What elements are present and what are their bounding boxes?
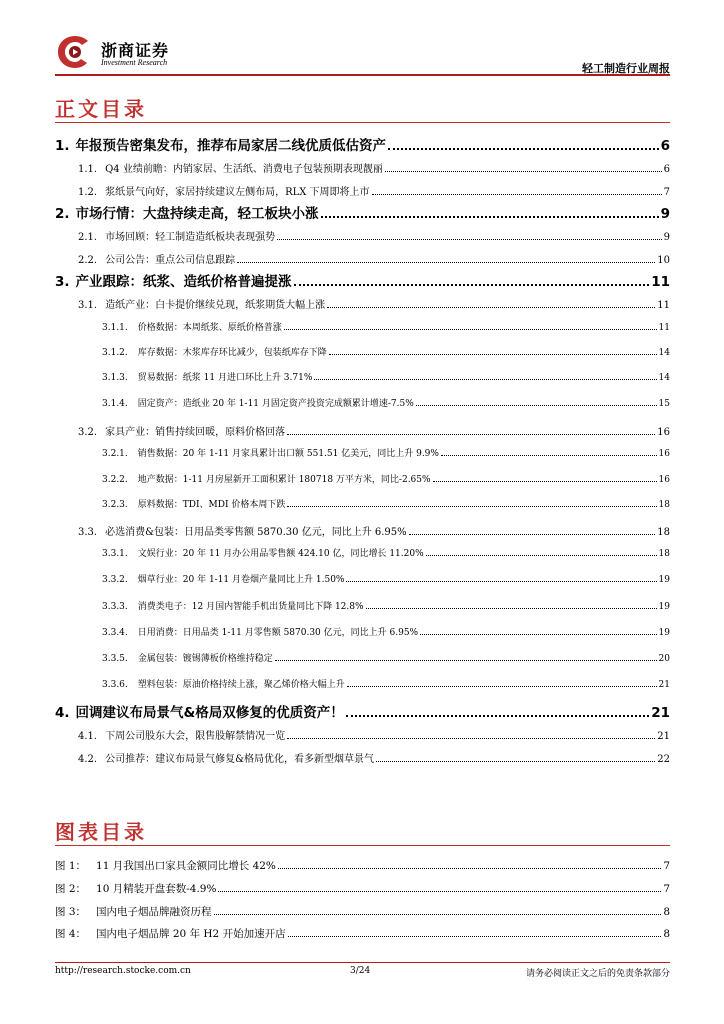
toc-leader-dots <box>277 233 662 240</box>
toc-entry-title: 公司公告：重点公司信息跟踪 <box>105 255 236 266</box>
toc-entry-page: 21 <box>651 705 670 721</box>
toc-entry-title: 文娱行业：20 年 11 月办公用品零售额 424.10 亿，同比增长 11.20% <box>137 549 424 559</box>
figure-entry-title: 国内电子烟品牌 20 年 H2 开始加速开店 <box>96 928 286 940</box>
toc-entry-number: 3.3.2. <box>102 575 128 585</box>
toc-entry-page: 14 <box>658 373 670 383</box>
report-type: 轻工制造行业周报 <box>582 62 670 75</box>
toc-entry-title: 地产数据：1-11 月房屋新开工面积累计 180718 万平方米，同比-2.65% <box>137 475 431 485</box>
toc-entry-title: 日用消费：日用品类 1-11 月零售额 5870.30 亿元，同比上升 6.95% <box>137 628 419 638</box>
toc-entry[interactable] <box>78 750 670 765</box>
footer-url[interactable]: http://research.stocke.com.cn <box>55 966 191 976</box>
toc-leader-dots <box>441 450 657 456</box>
toc-entry-title: 年报预告密集发布，推荐布局家居二线优质低估资产 <box>75 138 387 154</box>
toc-entry-number: 2. <box>55 206 70 222</box>
toc-entry[interactable] <box>55 134 670 154</box>
toc-leader-dots <box>287 732 655 739</box>
brand-name-en: Investment Research <box>101 58 168 67</box>
toc-entry-page: 10 <box>657 255 670 266</box>
toc-leader-dots <box>385 165 662 172</box>
toc-entry-number: 3.1.2. <box>102 348 128 358</box>
toc-leader-dots <box>346 707 649 717</box>
toc-entry-title: 消费类电子：12 月国内智能手机出货量同比下降 12.8% <box>137 602 364 612</box>
toc-entry-number: 2.1. <box>78 232 98 243</box>
toc-entry[interactable] <box>102 370 670 383</box>
figure-entry-page: 7 <box>663 883 670 895</box>
toc-entry-title: 家具产业：销售持续回暖，原料价格回落 <box>105 427 286 438</box>
toc-leader-dots <box>214 908 662 915</box>
toc-leader-dots <box>376 755 655 762</box>
toc-entry[interactable] <box>102 651 670 664</box>
toc-leader-dots <box>275 655 657 661</box>
toc-leader-dots <box>321 208 659 218</box>
toc-entry-title: 烟草行业：20 年 1-11 月卷烟产量同比上升 1.50% <box>137 575 345 585</box>
toc-entry-page: 19 <box>658 628 670 638</box>
toc-entry-number: 1.2. <box>78 187 98 198</box>
toc-entry[interactable] <box>102 396 670 409</box>
brand-name-cn: 浙商证券 <box>101 41 170 60</box>
toc-entry[interactable] <box>78 160 670 175</box>
toc-entry-page: 16 <box>658 475 670 485</box>
figure-entry-number: 图 3： <box>55 906 87 918</box>
toc-entry[interactable] <box>78 727 670 742</box>
toc-leader-dots <box>372 188 662 195</box>
toc-entry-title: 库存数据：木浆库存环比减少，包装纸库存下降 <box>137 348 327 358</box>
toc-entry[interactable] <box>102 320 670 333</box>
toc-entry[interactable] <box>102 472 670 485</box>
toc-entry-number: 3.2.1. <box>102 449 128 459</box>
figure-entry-title: 国内电子烟品牌融资历程 <box>96 906 212 918</box>
toc-entry-number: 2.2. <box>78 255 98 266</box>
toc-entry-number: 3.1.4. <box>102 399 128 409</box>
figure-entry-number: 图 2： <box>55 883 87 895</box>
toc-entry[interactable] <box>102 345 670 358</box>
toc-leader-dots <box>347 681 657 687</box>
toc-entry[interactable] <box>78 228 670 243</box>
toc-entry-page: 14 <box>658 348 670 358</box>
toc-entry[interactable] <box>78 251 670 266</box>
toc-entry[interactable] <box>102 546 670 559</box>
toc-entry-title: 下周公司股东大会，限售股解禁情况一览 <box>105 731 286 742</box>
toc-entry-page: 11 <box>657 300 670 311</box>
toc-entry-page: 18 <box>658 500 670 510</box>
figure-entry-page: 8 <box>663 928 670 940</box>
toc-entry-number: 3.3.1. <box>102 549 128 559</box>
toc-entry[interactable] <box>102 599 670 612</box>
toc-entry-title: 市场行情：大盘持续走高，轻工板块小涨 <box>75 206 319 222</box>
toc-entry-number: 4. <box>55 705 70 721</box>
toc-entry-page: 9 <box>660 206 670 222</box>
figure-entry-title: 11 月我国出口家具金额同比增长 42% <box>96 860 276 872</box>
toc-entry[interactable] <box>102 625 670 638</box>
toc-entry-page: 6 <box>663 164 670 175</box>
figure-entry-page: 8 <box>663 906 670 918</box>
figure-entry-number: 图 1： <box>55 860 87 872</box>
toc-leader-dots <box>366 603 657 609</box>
toc-entry-number: 3.3. <box>78 527 98 538</box>
figure-entry[interactable] <box>55 881 670 896</box>
footer-divider <box>55 962 670 963</box>
toc-entry-page: 6 <box>660 138 670 154</box>
toc-entry[interactable] <box>55 701 670 721</box>
toc-entry-page: 11 <box>658 323 670 333</box>
toc-entry-number: 3.1.3. <box>102 373 128 383</box>
toc-entry[interactable] <box>78 296 670 311</box>
toc-entry-number: 4.1. <box>78 731 98 742</box>
toc-leader-dots <box>346 576 656 582</box>
figure-entry-page: 7 <box>663 860 670 872</box>
toc-entry-title: 必选消费&包装：日用品类零售额 5870.30 亿元，同比上升 6.95% <box>105 527 407 538</box>
toc-entry-page: 7 <box>663 187 670 198</box>
figure-entry[interactable] <box>55 904 670 919</box>
toc-leader-dots <box>284 324 657 330</box>
toc-entry-page: 19 <box>658 575 670 585</box>
toc-entry-page: 18 <box>658 549 670 559</box>
figure-entry[interactable] <box>55 858 670 873</box>
toc-entry-title: 贸易数据：纸浆 11 月进口环比上升 3.71% <box>137 373 313 383</box>
toc-entry-title: 产业跟踪：纸浆、造纸价格普遍提涨 <box>75 274 292 290</box>
toc-leader-dots <box>218 885 661 892</box>
toc-entry[interactable] <box>78 423 670 438</box>
toc-entry-title: 原料数据：TDI、MDI 价格本周下跌 <box>137 500 286 510</box>
toc-entry-number: 1. <box>55 138 70 154</box>
toc-entry-title: 金属包装：镀锡薄板价格维持稳定 <box>137 654 273 664</box>
toc-entry-page: 11 <box>651 274 670 290</box>
company-logo-icon <box>55 34 95 70</box>
toc-entry-title: 固定资产：造纸业 20 年 1-11 月固定资产投资完成额累计增速-7.5% <box>137 399 414 409</box>
toc-entry[interactable] <box>102 572 670 585</box>
toc-entry-title: Q4 业绩前瞻：内销家居、生活纸、消费电子包装预期表现靓丽 <box>105 164 383 175</box>
toc-entry-number: 3. <box>55 274 70 290</box>
toc-heading-divider <box>55 122 670 123</box>
toc-entry-page: 22 <box>657 754 670 765</box>
toc-entry-number: 3.3.4. <box>102 628 128 638</box>
toc-leader-dots <box>433 476 657 482</box>
toc-leader-dots <box>278 862 661 869</box>
toc-leader-dots <box>314 374 656 380</box>
figures-heading-divider <box>55 845 670 846</box>
toc-entry-page: 15 <box>658 399 670 409</box>
toc-entry-number: 3.3.5. <box>102 654 128 664</box>
toc-entry-number: 3.2.2. <box>102 475 128 485</box>
toc-entry-title: 市场回顾：轻工制造造纸板块表现强势 <box>105 232 276 243</box>
toc-entry[interactable] <box>102 446 670 459</box>
toc-entry-page: 20 <box>658 654 670 664</box>
toc-entry-title: 价格数据：本周纸浆、原纸价格普涨 <box>137 323 282 333</box>
toc-entry-number: 1.1. <box>78 164 98 175</box>
toc-entry-page: 16 <box>658 449 670 459</box>
toc-leader-dots <box>426 550 657 556</box>
toc-entry[interactable] <box>78 523 670 538</box>
toc-entry-number: 3.1.1. <box>102 323 128 333</box>
toc-leader-dots <box>294 276 650 286</box>
disclaimer-note: 请务必阅读正文之后的免责条款部分 <box>525 969 670 979</box>
toc-leader-dots <box>329 349 657 355</box>
figure-entry-number: 图 4： <box>55 928 87 940</box>
toc-entry-page: 18 <box>657 527 670 538</box>
toc-entry-page: 9 <box>663 232 670 243</box>
toc-entry-page: 21 <box>658 680 670 690</box>
figures-heading: 图表目录 <box>55 820 147 844</box>
header-divider <box>55 74 670 76</box>
toc-leader-dots <box>287 501 656 507</box>
toc-leader-dots <box>327 301 655 308</box>
page-header <box>55 30 670 74</box>
toc-entry-number: 3.1. <box>78 300 98 311</box>
toc-leader-dots <box>288 930 662 937</box>
toc-entry-title: 浆纸景气向好，家居持续建议左侧布局，RLX 下周即将上市 <box>105 187 370 198</box>
toc-entry[interactable] <box>78 183 670 198</box>
toc-entry-title: 塑料包装：原油价格持续上涨，聚乙烯价格大幅上升 <box>137 680 345 690</box>
toc-leader-dots <box>237 256 655 263</box>
toc-entry-title: 销售数据：20 年 1-11 月家具累计出口额 551.51 亿美元，同比上升 9.9% <box>137 449 439 459</box>
toc-heading: 正文目录 <box>55 97 147 121</box>
toc-entry-page: 21 <box>657 731 670 742</box>
toc-entry-number: 3.3.3. <box>102 602 128 612</box>
toc-entry-title: 造纸产业：白卡提价继续兑现，纸浆期货大幅上涨 <box>105 300 326 311</box>
toc-leader-dots <box>388 140 659 150</box>
toc-entry[interactable] <box>55 202 670 222</box>
figure-entry-title: 10 月精装开盘套数-4.9% <box>96 883 217 895</box>
toc-entry-number: 3.2.3. <box>102 500 128 510</box>
toc-entry[interactable] <box>102 677 670 690</box>
toc-entry-page: 19 <box>658 602 670 612</box>
toc-entry-number: 3.3.6. <box>102 680 128 690</box>
toc-leader-dots <box>416 400 657 406</box>
toc-entry[interactable] <box>55 270 670 290</box>
toc-entry-number: 3.2. <box>78 427 98 438</box>
page-number: 3/24 <box>350 966 371 976</box>
toc-entry[interactable] <box>102 497 670 510</box>
toc-entry-title: 公司推荐：建议布局景气修复&格局优化，看多新型烟草景气 <box>105 754 374 765</box>
toc-entry-page: 16 <box>657 427 670 438</box>
figure-entry[interactable] <box>55 926 670 941</box>
toc-leader-dots <box>420 629 656 635</box>
toc-leader-dots <box>409 528 656 535</box>
toc-leader-dots <box>287 428 655 435</box>
toc-entry-title: 回调建议布局景气&格局双修复的优质资产！ <box>75 705 344 721</box>
toc-entry-number: 4.2. <box>78 754 98 765</box>
